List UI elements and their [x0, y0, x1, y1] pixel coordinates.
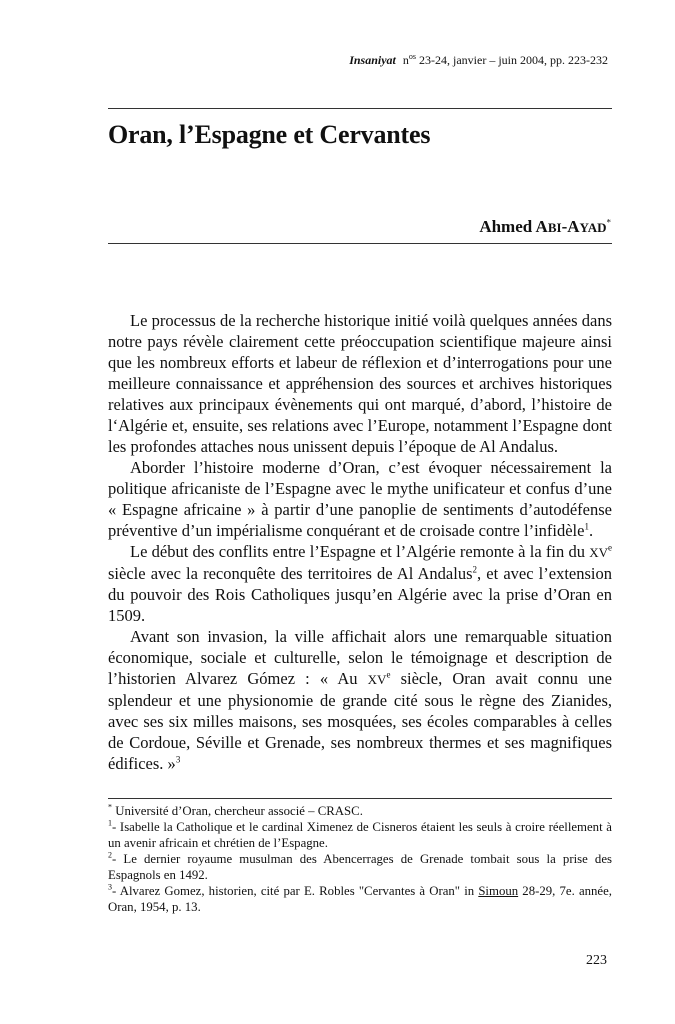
cited-journal: Simoun	[478, 884, 519, 898]
paragraph-4: Avant son invasion, la ville affichait alors une remarquable situation économique, sociale et culturelle, selon le témoignage et description de l’historien Alvarez Gómez : « Au XVe siècle, Oran avait connu une splendeur et une physionomie de grande cité sous le règne des Zianides, avec ses six milles maisons, ses mosquées, ses écoles comparables à celles de Cordoue, Séville et Grenade, ses nombreux thermes et ses magnifiques édifices. »$^3$	[108, 627, 612, 773]
paragraph-1: Le processus de la recherche historique initié voilà quelques années dans notre pays révèle clairement cette préoccupation scientifique majeure ainsi que les nombreux efforts et labeur de réflexion et d’interrogations pour une meilleure connaissance et appréhension des sources et archives historiques relatives aux principaux évènements qui ont marqué, d’abord, l’histoire de l‘Algérie et, ensuite, ses relations avec l’Europe, notamment l’Espagne dont les profondes attaches nous unissent depuis l’époque de Al Andalus.	[108, 311, 612, 456]
header-rule	[108, 108, 612, 109]
article-body	[108, 310, 612, 774]
footnote-ref-2: 2	[472, 564, 478, 575]
author-rule	[108, 243, 612, 244]
footnote-author: * Université d’Oran, chercheur associé – CRASC.	[108, 802, 363, 818]
author-name: Ahmed ABI-AYAD*	[479, 217, 611, 236]
author-note-mark: *	[606, 217, 611, 228]
paragraph-3: Le début des conflits entre l’Espagne et l’Algérie remonte à la fin du XVe siècle avec la reconquête des territoires de Al Andalus$^2$, et avec l’extension du pouvoir des Rois Catholiques jusqu’en Algérie avec la prise d’Oran en 1509.	[108, 542, 612, 625]
running-header	[349, 52, 608, 68]
footnote-ref-3: 3	[175, 754, 181, 765]
journal-name: Insaniyat	[349, 53, 396, 67]
page-number: 223	[586, 953, 607, 968]
footnote-rule	[108, 798, 612, 799]
issue-label: $n^{os}$	[402, 52, 417, 67]
footnote-1: $^1$- Isabelle la Catholique et le cardinal Ximenez de Cisneros étaient les seuls à croire réellement à un avenir africain et chrétien de l’Espagne.	[108, 818, 612, 850]
footnote-3: $^3$- Alvarez Gomez, historien, cité par E. Robles "Cervantes à Oran" in Simoun 28-29, 7e. année, Oran, 1954, p. 13.	[108, 882, 612, 914]
issue-citation: 23-24, janvier – juin 2004, pp. 223-232	[419, 53, 608, 67]
paragraph-2: Aborder l’histoire moderne d’Oran, c’est évoquer nécessairement la politique africaniste de l’Espagne avec le mythe unificateur et confus d’une « Espagne africaine » à partir d’une panoplie de sentiments d’autodéfense préventive d’un impérialisme conquérant et de croisade contre l’infidèle$^1$.	[108, 458, 612, 540]
article-title: Oran, l’Espagne et Cervantes	[108, 120, 431, 149]
footnotes	[108, 803, 612, 915]
footnote-ref-1: 1	[584, 521, 589, 532]
footnote-2: $^2$- Le dernier royaume musulman des Abencerrages de Grenade tombait sous la prise des Espagnols en 1492.	[108, 850, 612, 882]
